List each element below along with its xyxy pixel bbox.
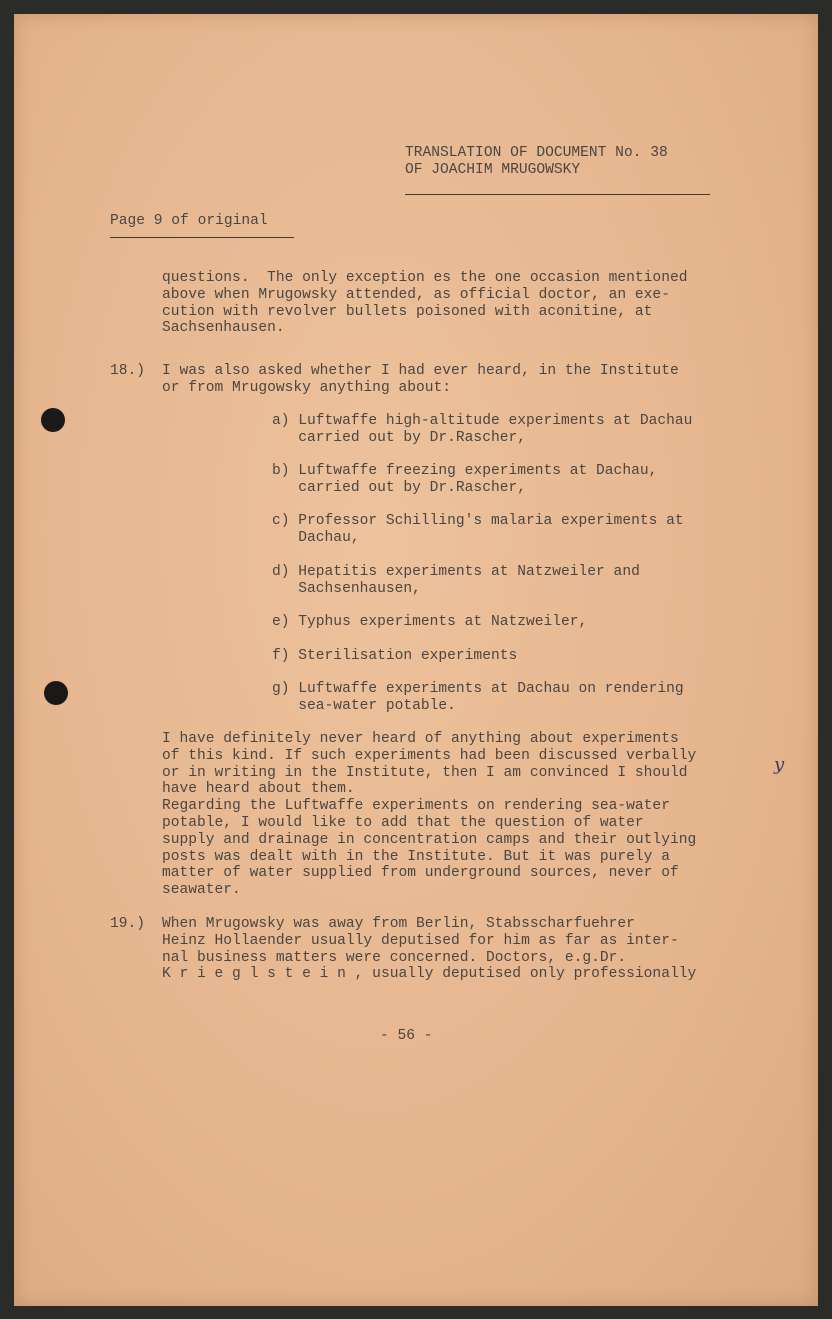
text-line: Dachau,	[298, 529, 360, 546]
text-line: Luftwaffe experiments at Dachau on rendering	[298, 681, 684, 697]
subitem-letter: a)	[272, 413, 290, 429]
text-line: nal business matters were concerned. Doctors, e.g.Dr.	[162, 949, 627, 966]
text-line: Luftwaffe freezing experiments at Dachau,	[298, 463, 658, 479]
text-line: I was also asked whether I had ever heard, in the Institute	[162, 363, 679, 379]
text-line: cution with revolver bullets poisoned with aconitine, at	[162, 303, 653, 320]
text-line: I have definitely never heard of anything about experiments	[162, 731, 679, 747]
text-line: of this kind. If such experiments had been discussed verbally	[162, 747, 697, 764]
text-line: Typhus experiments at Natzweiler,	[298, 614, 588, 630]
text-line: Sachsenhausen.	[162, 320, 285, 337]
text-line: carried out by Dr.Rascher,	[298, 479, 526, 496]
item-18-conclusion	[162, 731, 696, 899]
text-line: Luftwaffe high-altitude experiments at Dachau	[298, 413, 693, 429]
text-line: Sachsenhausen,	[298, 580, 421, 597]
header-line-1: TRANSLATION OF DOCUMENT No. 38	[405, 145, 668, 161]
subitem-letter: e)	[272, 614, 290, 630]
subitem-d	[272, 564, 640, 598]
header-line-2: OF JOACHIM MRUGOWSKY	[405, 161, 581, 178]
item-18-intro	[162, 363, 679, 397]
item-19-text	[162, 916, 696, 983]
document-header	[405, 145, 668, 179]
item-18-number: 18.)	[110, 363, 146, 379]
text-line: K r i e g l s t e i n , usually deputised only professionally	[162, 966, 697, 983]
text-line: seawater.	[162, 882, 241, 899]
item-19-number: 19.)	[110, 916, 146, 932]
subitem-letter: b)	[272, 463, 290, 479]
text-line: When Mrugowsky was away from Berlin, Stabsscharfuehrer	[162, 916, 635, 932]
handwritten-mark: y	[774, 754, 785, 775]
subitem-e	[272, 614, 587, 631]
text-line: Professor Schilling's malaria experiments at	[298, 513, 684, 529]
text-line: potable, I would like to add that the question of water	[162, 814, 644, 831]
text-line: have heard about them.	[162, 781, 355, 798]
subitem-b	[272, 463, 657, 497]
continuation-paragraph	[162, 270, 687, 337]
page-of-original: Page 9 of original	[110, 213, 268, 229]
text-line: supply and drainage in concentration camps and their outlying	[162, 831, 697, 848]
text-line: posts was dealt with in the Institute. But it was purely a	[162, 848, 670, 865]
document-page	[14, 14, 818, 1306]
text-line: sea-water potable.	[298, 697, 456, 714]
subitem-c	[272, 513, 684, 547]
text-line: above when Mrugowsky attended, as official doctor, an exe-	[162, 286, 670, 303]
text-line: matter of water supplied from underground sources, never of	[162, 865, 679, 882]
text-line: Regarding the Luftwaffe experiments on rendering sea-water	[162, 798, 670, 815]
punch-hole	[41, 408, 65, 432]
subitem-g	[272, 681, 684, 715]
text-line: questions. The only exception es the one occasion mentioned	[162, 270, 688, 286]
subitem-letter: f)	[272, 648, 290, 664]
subitem-letter: d)	[272, 564, 290, 580]
header-underline	[405, 194, 710, 195]
subitem-a	[272, 413, 692, 447]
text-line: carried out by Dr.Rascher,	[298, 429, 526, 446]
text-line: or in writing in the Institute, then I am convinced I should	[162, 764, 688, 781]
text-line: Sterilisation experiments	[298, 648, 518, 664]
punch-hole	[44, 681, 68, 705]
subitem-letter: c)	[272, 513, 290, 529]
page-number: - 56 -	[380, 1028, 433, 1044]
subitem-f	[272, 648, 517, 665]
text-line: Hepatitis experiments at Natzweiler and	[298, 564, 640, 580]
page-of-original-underline	[110, 237, 294, 238]
subitem-letter: g)	[272, 681, 290, 697]
text-line: or from Mrugowsky anything about:	[162, 379, 452, 396]
text-line: Heinz Hollaender usually deputised for him as far as inter-	[162, 932, 679, 949]
